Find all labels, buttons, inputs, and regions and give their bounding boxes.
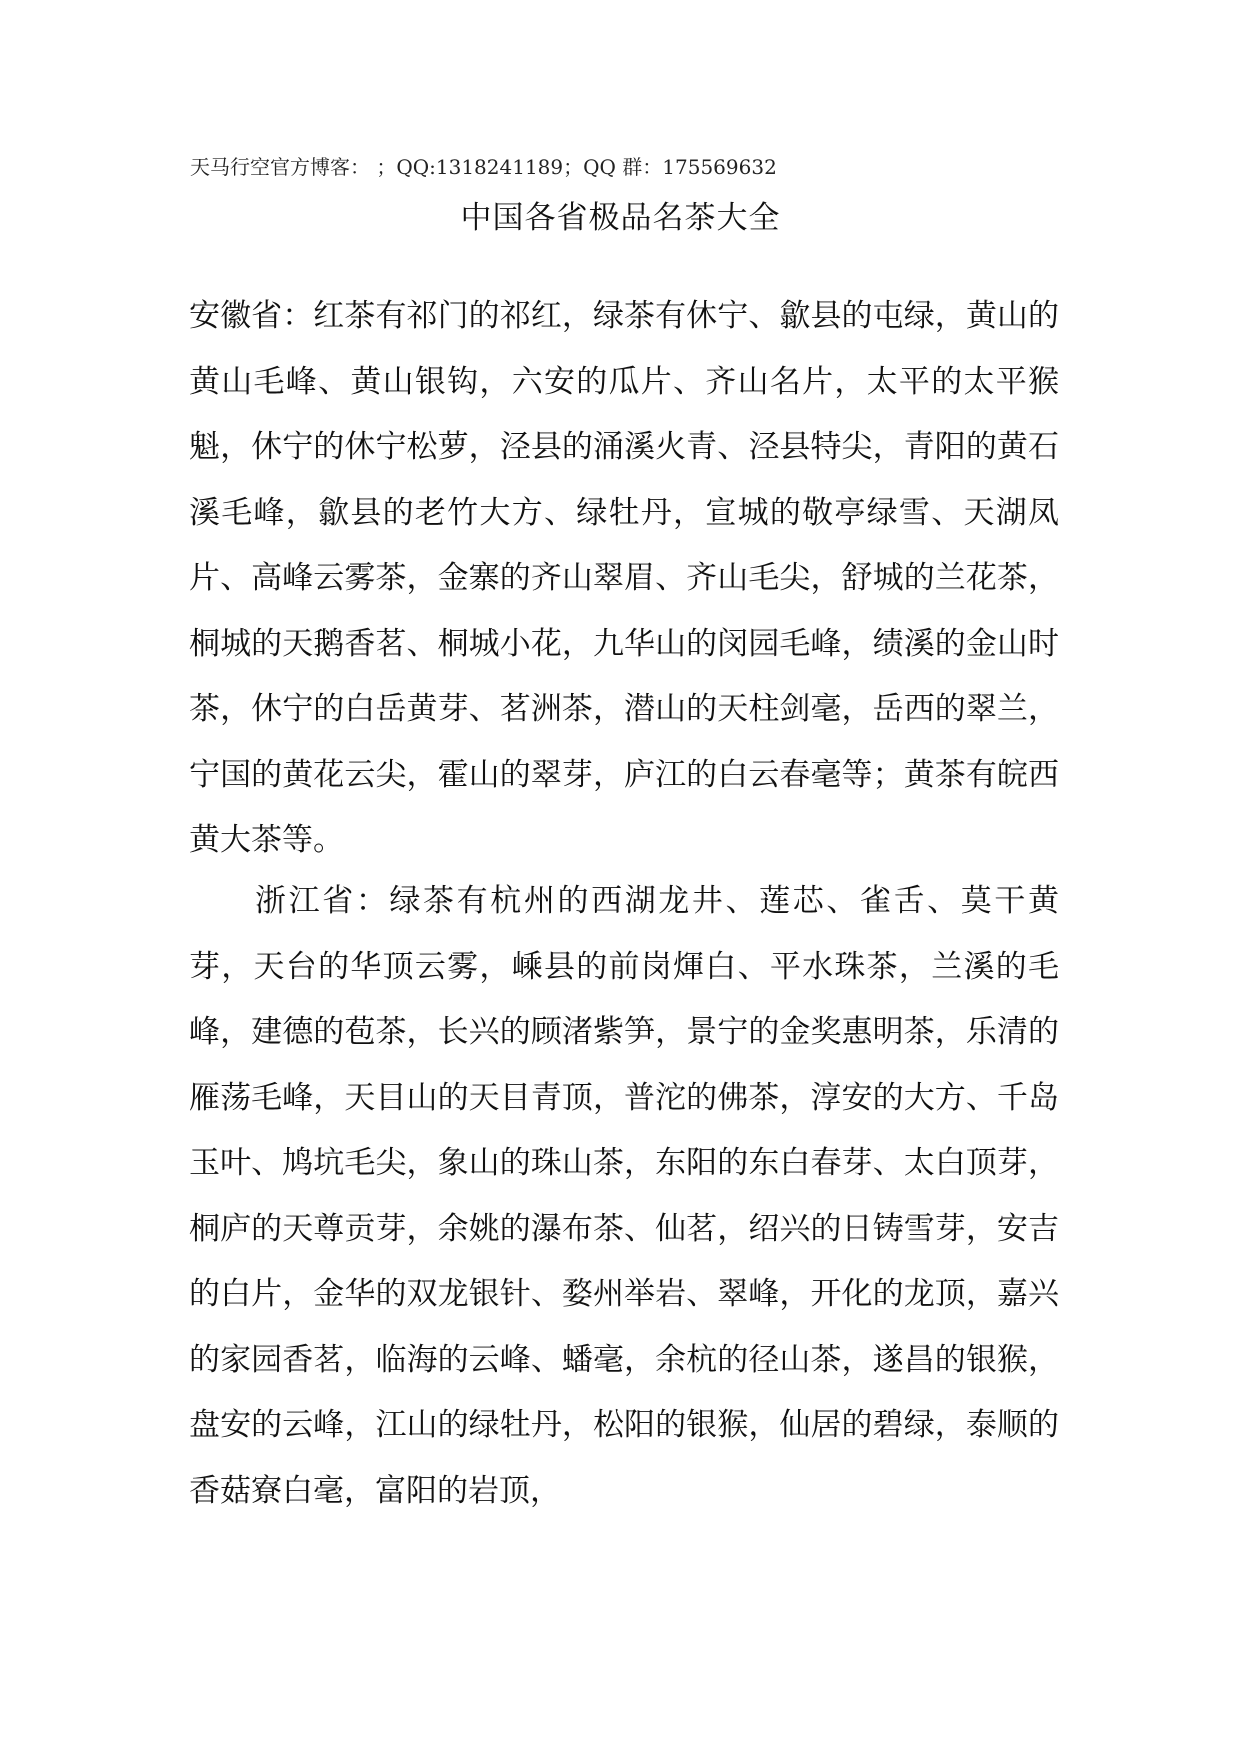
paragraph-anhui: 安徽省：红茶有祁门的祁红，绿茶有休宁、歙县的屯绿，黄山的黄山毛峰、黄山银钩，六安的瓜片、齐山名片，太平的太平猴魁，休宁的休宁松萝，泾县的涌溪火青、泾县特尖，青阳的黄石溪毛峰，歙县的老竹大方、绿牡丹，宣城的敬亭绿雪、天湖凤片、高峰云雾茶，金寨的齐山翠眉、齐山毛尖，舒城的兰花茶，桐城的天鹅香茗、桐城小花，九华山的闵园毛峰，绩溪的金山时茶，休宁的白岳黄芽、茗洲茶，潜山的天柱剑毫，岳西的翠兰，宁国的黄花云尖，霍山的翠芽，庐江的白云春毫等；黄茶有皖西黄大茶等。 bbox=[189, 298, 1059, 858]
document-title: 中国各省极品名茶大全 bbox=[460, 200, 781, 236]
paragraph-zhejiang: 浙江省：绿茶有杭州的西湖龙井、莲芯、雀舌、莫干黄芽，天台的华顶云雾，嵊县的前岗煇白、平水珠茶，兰溪的毛峰，建德的苞茶，长兴的顾渚紫笋，景宁的金奖惠明茶，乐清的雁荡毛峰，天目山的天目青顶，普沱的佛茶，淳安的大方、千岛玉叶、鸠坑毛尖，象山的珠山茶，东阳的东白春芽、太白顶芽，桐庐的天尊贡芽，余姚的瀑布茶、仙茗，绍兴的日铸雪芽，安吉的白片，金华的双龙银针、婺州举岩、翠峰，开化的龙顶，嘉兴的家园香茗，临海的云峰、蟠毫，余杭的径山茶，遂昌的银猴，盘安的云峰，江山的绿牡丹，松阳的银猴，仙居的碧绿，泰顺的香菇寮白毫，富阳的岩顶， bbox=[189, 883, 1059, 1509]
contact-header: 天马行空官方博客： ；QQ:1318241189；QQ 群：175569632 bbox=[190, 155, 777, 179]
